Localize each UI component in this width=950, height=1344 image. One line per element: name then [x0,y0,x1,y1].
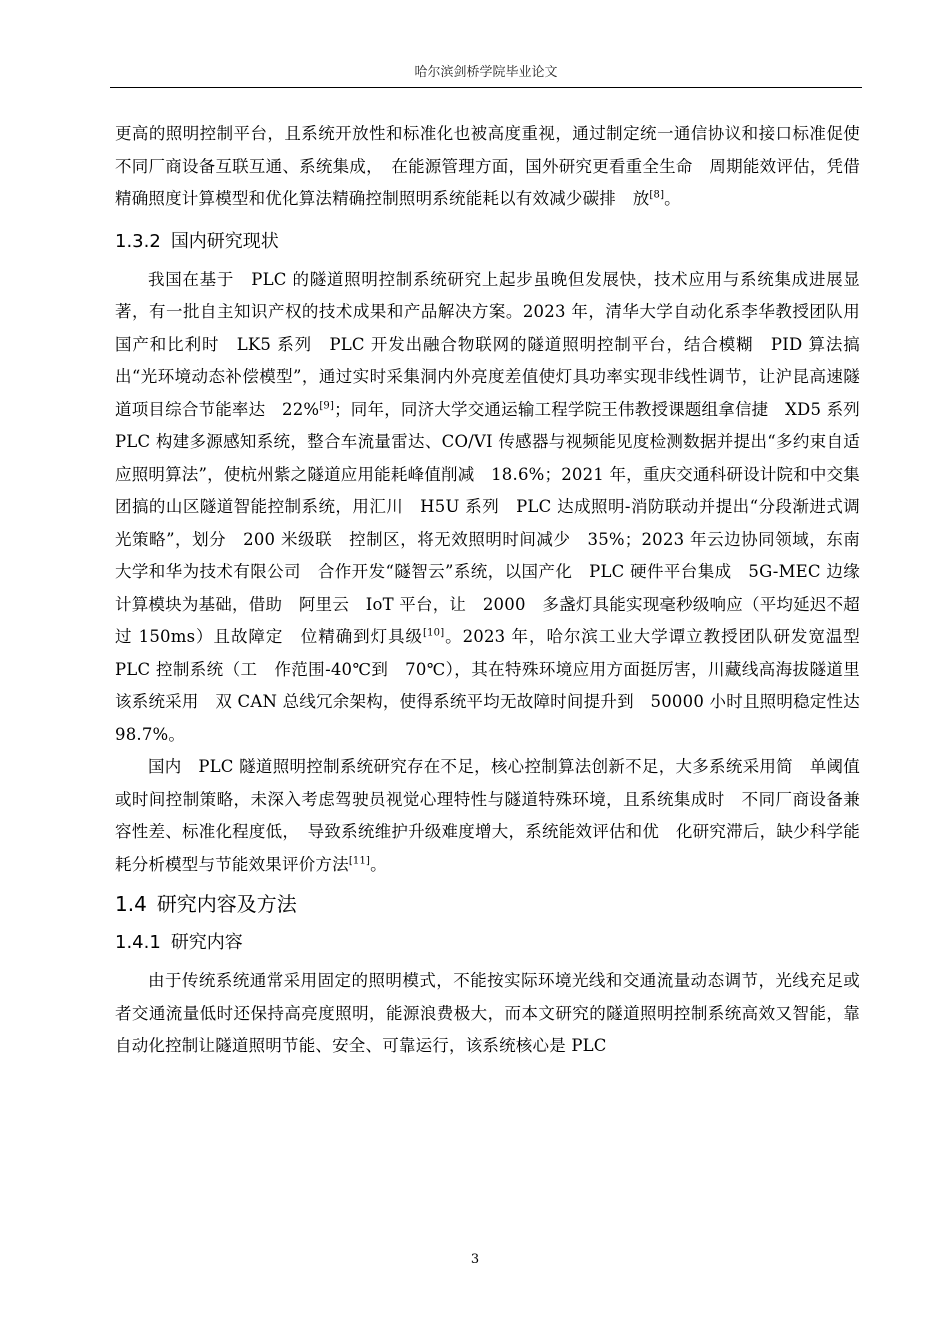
paragraph-text: 。2023 年，哈尔滨工业大学谭立教授团队研发宽温型 PLC 控制系统（工 作范围-40℃到 70℃），其在特殊环境应用方面挺厉害，川藏线高海拔隧道里该系统采用 双 CAN 总线冗余架构，使得系统平均无故障时间提升到 50000 小时且照明稳定性达 98.7%。 [115,627,877,744]
citation-ref: [9] [319,400,335,411]
section-title: 国内研究现状 [170,230,279,252]
citation-ref: [10] [423,627,445,639]
paragraph-text: 由于传统系统通常采用固定的照明模式，不能按实际环境光线和交通流量动态调节，光线充足或者交通流量低时还保持高亮度照明，能源浪费极大，而本文研究的隧道照明控制系统高效又智能，靠自动化控制让隧道照明节能、安全、可靠运行，该系统核心是 PLC [115,971,860,1055]
section-title: 研究内容及方法 [156,892,297,916]
header-rule [110,87,862,88]
paragraph-text: 。 [664,189,681,208]
page-header: 哈尔滨剑桥学院毕业论文 [414,65,558,80]
citation-ref: [8] [649,189,665,201]
page-content [115,118,877,1063]
paragraph-foreign-research-end [115,118,860,216]
paragraph-domestic-shortcomings [115,751,860,881]
paragraph-text: 。 [370,854,387,874]
paragraph-research-content [115,965,860,1063]
paragraph-text: 更高的照明控制平台，且系统开放性和标准化也被高度重视，通过制定统一通信协议和接口标准促使不同厂商设备互联互通、系统集成， 在能源管理方面，国外研究更看重全生命 周期能效评估，凭借精确照度计算模型和优化算法精确控制照明系统能耗以有效减少碳排 放 [115,124,860,208]
paragraph-text: 国内 PLC 隧道照明控制系统研究存在不足，核心控制算法创新不足，大多系统采用简 单阈值或时间控制策略，未深入考虑驾驶员视觉心理特性与隧道特殊环境，且系统集成时 不同厂商设备兼容性差、标准化程度低， 导致系统维护升级难度增大，系统能效评估和优 化研究滞后，缺少科学能耗分析模型与节能效果评价方法 [115,757,860,874]
section-number: 1.4.1 [115,932,161,953]
section-heading-1-4 [115,891,860,917]
paragraph-domestic-research [115,264,877,752]
section-heading-1-4-1 [115,931,860,955]
page-number: 3 [470,1252,480,1267]
section-number: 1.3.2 [115,230,161,252]
section-heading-1-3-2 [115,230,860,254]
paragraph-text: ；同年，同济大学交通运输工程学院王伟教授课题组拿信捷 XD5 系列 PLC 构建多源感知系统，整合车流量雷达、CO/VI 传感器与视频能见度检测数据并提出“多约束自适应照明算法”，使杭州紫之隧道应用能耗峰值削减 18.6%；2021 年，重庆交通科研设计院和中交集团搞的山区隧道智能控制系统，用汇川 H5U 系列 PLC 达成照明-消防联动并提出“分段渐进式调光策略”，划分 200 米级联 控制区，将无效照明时间减少 35%；2023 年云边协同领域，东南大学和华为技术有限公司 合作开发“隧智云”系统，以国产化 PLC 硬件平台集成 5G-MEC 边缘计算模块为基础，借助 阿里云 IoT 平台，让 2000 多盏灯具能实现毫秒级响应（平均延迟不超过 150ms）且故障定 位精确到灯具级 [115,399,877,646]
citation-ref: [11] [348,855,371,866]
paragraph-text: 我国在基于 PLC 的隧道照明控制系统研究上起步虽晚但发展快，技术应用与系统集成进展显著，有一批自主知识产权的技术成果和产品解决方案。2023 年，清华大学自动化系李华教授团队用国产和比利时 LK5 系列 PLC 开发出融合物联网的隧道照明控制平台，结合模糊 PID 算法搞出“光环境动态补偿模型”，通过实时采集洞内外亮度差值使灯具功率实现非线性调节，让沪昆高速隧道项目综合节能率达 22% [115,269,860,419]
section-number: 1.4 [115,892,147,916]
section-title: 研究内容 [170,932,243,953]
